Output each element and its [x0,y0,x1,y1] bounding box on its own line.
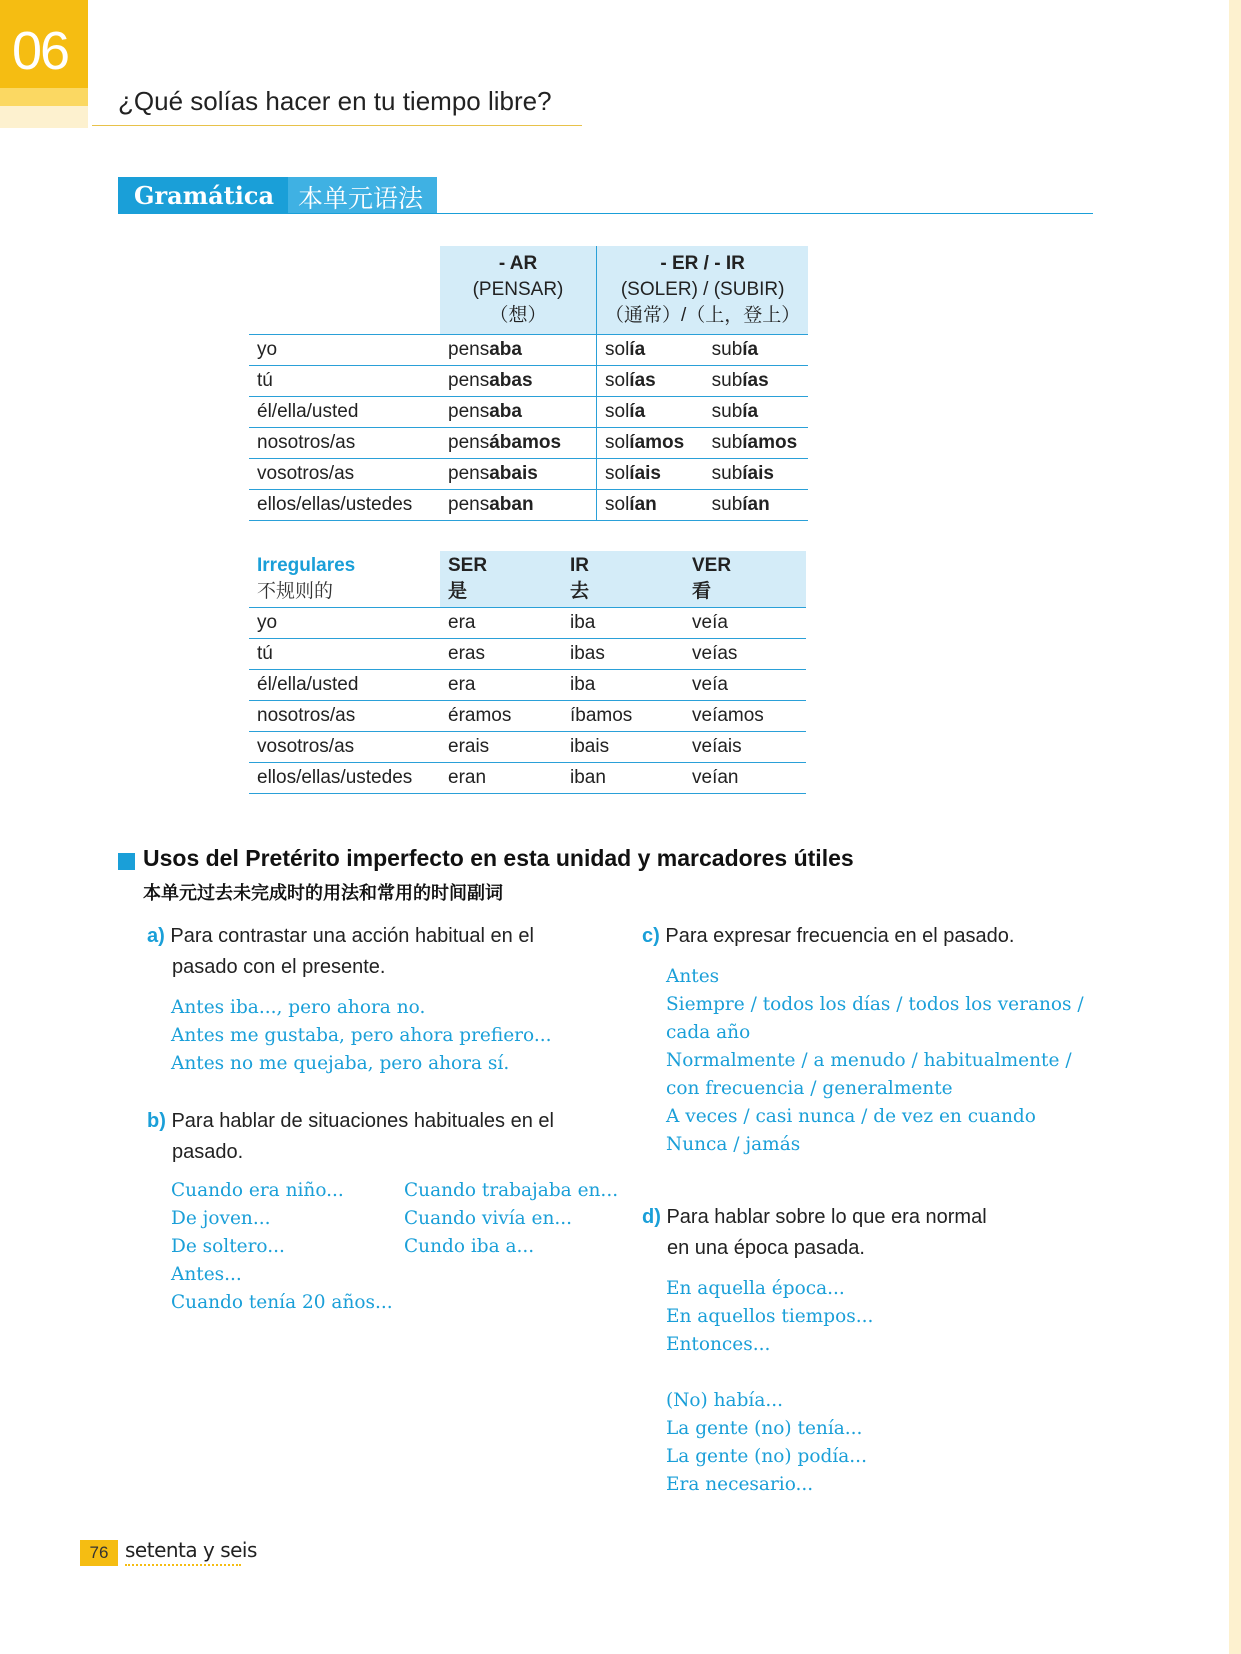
ir-form-cell: subía [704,397,809,428]
section-d-examples-1 [666,1275,873,1359]
example-item: Siempre / todos los días / todos los veranos / [666,994,1084,1015]
ir-form-cell: iba [562,608,684,639]
person-cell: ellos/ellas/ustedes [249,763,440,794]
example-item: La gente (no) podía... [666,1446,867,1467]
example-item: En aquellos tiempos... [666,1306,874,1327]
table-header-row [249,246,808,335]
example-item: Normalmente / a menudo / habitualmente / [666,1050,1072,1071]
example-item: con frecuencia / generalmente [666,1078,953,1099]
page-number: 76 [80,1540,118,1566]
person-cell: nosotros/as [249,428,440,459]
person-cell: tú [249,639,440,670]
example-item: Entonces... [666,1334,771,1355]
section-d-letter: d) [642,1206,661,1228]
unit-title-underline [92,125,582,126]
unit-number-box [0,0,88,88]
table-row [249,490,808,521]
usos-bullet-icon [118,853,135,870]
example-item: Cuando tenía 20 años... [171,1292,393,1313]
section-c-examples [666,963,1084,1159]
usos-subtitle: 本单元过去未完成时的用法和常用的时间副词 [143,883,503,903]
page-number-words: setenta y seis [125,1538,257,1562]
ser-form-cell: éramos [440,701,562,732]
ver-form-cell: veía [684,608,806,639]
ver-form-cell: veías [684,639,806,670]
ir-form-cell: iban [562,763,684,794]
ir-form-cell: subíais [704,459,809,490]
table-row [249,428,808,459]
example-item: Cuando vivía en... [404,1208,573,1229]
table-header-row [249,551,806,608]
example-item: La gente (no) tenía... [666,1418,863,1439]
er-form-cell: solíamos [597,428,704,459]
ver-form-cell: veía [684,670,806,701]
example-item: Nunca / jamás [666,1134,801,1155]
grammar-header-zh: 本单元语法 [288,177,437,214]
ar-form-cell: pensaba [440,397,597,428]
ir-form-cell: ibais [562,732,684,763]
irregular-label-zh: 不规则的 [257,581,334,602]
section-a-letter: a) [147,925,165,947]
example-item: Era necesario... [666,1474,814,1495]
section-a-heading [147,921,534,983]
ver-form-cell: veían [684,763,806,794]
section-b-line2: pasado. [172,1141,244,1163]
table-row [249,732,806,763]
table-row [249,366,808,397]
table-row [249,763,806,794]
grammar-header-es: Gramática [118,177,288,214]
ver-form-cell: veíamos [684,701,806,732]
ar-form-cell: pensabais [440,459,597,490]
example-item: Antes no me quejaba, pero ahora sí. [171,1053,510,1074]
person-cell: tú [249,366,440,397]
table-row [249,639,806,670]
header-ser: SER 是 [440,551,562,608]
example-item: Cuando era niño... [171,1180,344,1201]
irregular-label-cell [249,551,440,608]
section-d-examples-2 [666,1387,867,1499]
ser-form-cell: eras [440,639,562,670]
example-item: A veces / casi nunca / de vez en cuando [666,1106,1036,1127]
header-ar [440,246,597,335]
er-form-cell: solía [597,335,704,366]
er-form-cell: solían [597,490,704,521]
header-ar-line2: (PENSAR) [472,279,564,300]
example-item: De joven... [171,1208,271,1229]
example-item: De soltero... [171,1236,285,1257]
section-b-heading [147,1106,554,1168]
ir-form-cell: íbamos [562,701,684,732]
section-d-line1: Para hablar sobre lo que era normal [666,1206,987,1228]
header-blank-cell [249,246,440,335]
grammar-header [118,177,437,214]
person-cell: él/ella/usted [249,670,440,701]
person-cell: ellos/ellas/ustedes [249,490,440,521]
example-item: Antes iba..., pero ahora no. [171,997,426,1018]
section-b-examples-col1 [171,1177,393,1317]
ser-form-cell: era [440,608,562,639]
header-ver: VER 看 [684,551,806,608]
table-row [249,670,806,701]
example-item: Cundo iba a... [404,1236,535,1257]
ver-form-cell: veíais [684,732,806,763]
irregular-conjugation-table [249,551,806,794]
example-item: En aquella época... [666,1278,845,1299]
er-form-cell: solías [597,366,704,397]
ar-form-cell: pensabas [440,366,597,397]
example-item: Antes [666,966,720,987]
ar-form-cell: pensaban [440,490,597,521]
page-number-underline [125,1564,241,1566]
example-item: (No) había... [666,1390,784,1411]
person-cell: yo [249,608,440,639]
er-form-cell: solíais [597,459,704,490]
er-form-cell: solía [597,397,704,428]
header-ir: IR 去 [562,551,684,608]
ser-form-cell: erais [440,732,562,763]
section-c-letter: c) [642,925,660,947]
ir-form-cell: subíamos [704,428,809,459]
table-row [249,459,808,490]
example-item: cada año [666,1022,751,1043]
section-a-examples [171,994,551,1078]
ir-form-cell: ibas [562,639,684,670]
example-item: Antes... [171,1264,242,1285]
unit-title: ¿Qué solías hacer en tu tiempo libre? [118,86,552,116]
section-b-line1: Para hablar de situaciones habituales en el [171,1110,554,1132]
ar-form-cell: pensaba [440,335,597,366]
header-er-ir-line1: - ER / - IR [660,253,745,274]
section-a-line2: pasado con el presente. [172,956,386,978]
section-b-examples-col2 [404,1177,618,1261]
page-edge-strip [1229,0,1241,1654]
example-item: Antes me gustaba, pero ahora prefiero... [171,1025,552,1046]
header-er-ir-line2: (SOLER) / (SUBIR) [620,279,785,300]
section-b-letter: b) [147,1110,166,1132]
ir-form-cell: subías [704,366,809,397]
table-row [249,608,806,639]
ar-form-cell: pensábamos [440,428,597,459]
table-row [249,397,808,428]
person-cell: vosotros/as [249,459,440,490]
section-c-heading [642,921,1014,952]
person-cell: yo [249,335,440,366]
person-cell: vosotros/as [249,732,440,763]
table-row [249,335,808,366]
ir-form-cell: subían [704,490,809,521]
unit-box-bar-light [0,106,88,128]
table-row [249,701,806,732]
unit-box-bar [0,88,88,106]
section-d-heading [642,1202,987,1264]
section-a-line1: Para contrastar una acción habitual en el [170,925,534,947]
person-cell: nosotros/as [249,701,440,732]
example-item: Cuando trabajaba en... [404,1180,619,1201]
ir-form-cell: iba [562,670,684,701]
header-ar-line1: - AR [498,253,538,274]
section-d-line2: en una época pasada. [667,1237,865,1259]
header-ar-line3: （想） [489,305,547,326]
ser-form-cell: eran [440,763,562,794]
header-er-ir-line3: （通常）/（上，登上） [605,305,801,326]
usos-title: Usos del Pretérito imperfecto en esta unidad y marcadores útiles [143,845,854,871]
regular-conjugation-table [249,246,808,521]
unit-number: 06 [12,21,69,81]
irregular-label: Irregulares [257,555,356,576]
person-cell: él/ella/usted [249,397,440,428]
section-c-line1: Para expresar frecuencia en el pasado. [665,925,1015,947]
grammar-header-rule [118,213,1093,214]
ser-form-cell: era [440,670,562,701]
ir-form-cell: subía [704,335,809,366]
header-er-ir [597,246,809,335]
